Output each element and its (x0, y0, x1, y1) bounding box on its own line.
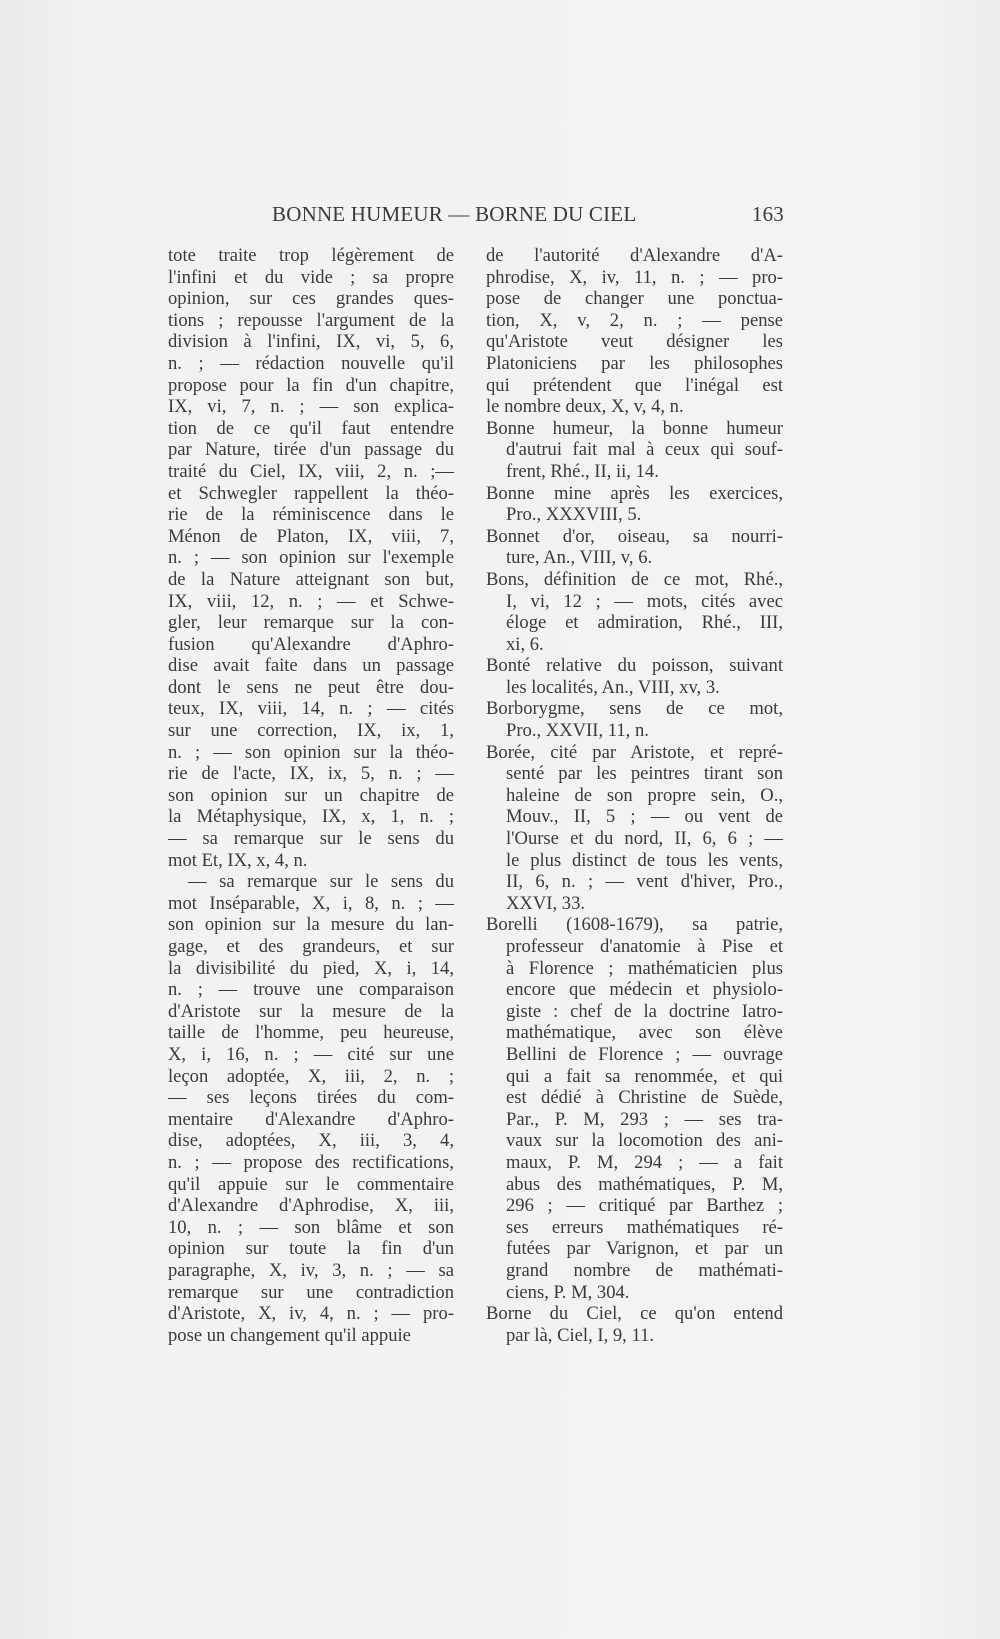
text-line: propose pour la fin d'un chapitre, (168, 374, 454, 396)
text-line: maux, P. M, 294 ; — a fait (506, 1151, 783, 1173)
text-line: qui prétendent que l'inégal est (486, 374, 783, 396)
text-line: tote traite trop légèrement de (168, 245, 454, 266)
running-title: BONNE HUMEUR — BORNE DU CIEL (272, 202, 637, 226)
text-line: dise, adoptées, X, iii, 3, 4, (168, 1130, 454, 1152)
text-line: dise avait faite dans un passage (168, 655, 454, 677)
text-line: ses erreurs mathématiques ré- (506, 1216, 783, 1238)
text-line: fusion qu'Alexandre d'Aphro- (168, 633, 454, 655)
text-line: tion de ce qu'il faut entendre (168, 417, 454, 439)
text-line: encore que médecin et physiolo- (506, 979, 783, 1001)
text-line: traité du Ciel, IX, viii, 2, n. ;— (168, 460, 454, 482)
text-line: par là, Ciel, I, 9, 11. (506, 1324, 655, 1346)
text-line: n. ; — son opinion sur l'exemple (168, 547, 454, 569)
text-line: tions ; repousse l'argument de la (168, 309, 454, 331)
text-line: Pro., XXVII, 11, n. (506, 720, 649, 742)
text-line: Bonnet d'or, oiseau, sa nourri- (486, 525, 783, 547)
text-line: IX, viii, 12, n. ; — et Schwe- (168, 590, 454, 612)
text-line: opinion sur toute la fin d'un (168, 1238, 454, 1260)
right-column (486, 245, 783, 1346)
text-line: pose un changement qu'il appuie (168, 1324, 411, 1346)
text-line: est dédié à Christine de Suède, (506, 1087, 783, 1109)
text-line: d'Alexandre d'Aphrodise, X, iii, (168, 1195, 454, 1217)
text-line: remarque sur une contradiction (168, 1281, 454, 1303)
page-number: 163 (751, 202, 784, 226)
text-line: vaux sur la locomotion des ani- (506, 1130, 783, 1152)
text-line: Ménon de Platon, IX, viii, 7, (168, 525, 454, 547)
text-line: grand nombre de mathémati- (506, 1259, 783, 1281)
text-line: par Nature, tirée d'un passage du (168, 439, 454, 461)
text-line: XXVI, 33. (506, 892, 586, 914)
text-line: de l'autorité d'Alexandre d'A- (486, 245, 783, 266)
text-line: éloge et admiration, Rhé., III, (506, 612, 783, 634)
text-line: teux, IX, viii, 14, n. ; — cités (168, 698, 454, 720)
text-line: rie de l'acte, IX, ix, 5, n. ; — (168, 763, 454, 785)
text-line: — sa remarque sur le sens du (168, 828, 454, 850)
text-line: phrodise, X, iv, 11, n. ; — pro- (486, 266, 783, 288)
text-line: Pro., XXXVIII, 5. (506, 504, 642, 526)
text-line: professeur d'anatomie à Pise et (506, 936, 783, 957)
text-line: n. ; — propose des rectifications, (168, 1151, 454, 1173)
text-line: taille de l'homme, peu heureuse, (168, 1022, 454, 1044)
text-line: n. ; — son opinion sur la théo- (168, 741, 454, 763)
text-line: II, 6, n. ; — vent d'hiver, Pro., (506, 871, 783, 893)
text-line: senté par les peintres tirant son (506, 763, 783, 785)
text-line: Mouv., II, 5 ; — ou vent de (506, 806, 783, 828)
text-line: d'autrui fait mal à ceux qui souf- (506, 439, 783, 461)
text-line: frent, Rhé., II, ii, 14. (506, 460, 659, 482)
text-line: et Schwegler rappellent la théo- (168, 482, 454, 504)
text-line: futées par Varignon, et par un (506, 1238, 783, 1260)
text-line: Bellini de Florence ; — ouvrage (506, 1043, 783, 1065)
text-line: Platoniciens par les philosophes (486, 352, 783, 374)
text-line: leçon adoptée, X, iii, 2, n. ; (168, 1065, 454, 1087)
text-line: qui a fait sa renommée, et qui (506, 1065, 783, 1087)
text-line: la divisibilité du pied, X, i, 14, (168, 957, 454, 979)
text-line: — sa remarque sur le sens du (188, 871, 454, 893)
text-line: Borée, cité par Aristote, et repré- (486, 741, 783, 763)
text-line: 296 ; — critiqué par Barthez ; (506, 1195, 783, 1217)
text-line: rie de la réminiscence dans le (168, 504, 454, 526)
text-line: n. ; — trouve une comparaison (168, 979, 454, 1001)
text-line: Bonne mine après les exercices, (486, 482, 783, 504)
text-line: 10, n. ; — son blâme et son (168, 1216, 454, 1238)
text-line: gage, et des grandeurs, et sur (168, 936, 454, 957)
text-line: division à l'infini, IX, vi, 5, 6, (168, 331, 454, 353)
text-line: giste : chef de la doctrine Iatro- (506, 1000, 783, 1022)
text-line: n. ; — rédaction nouvelle qu'il (168, 352, 454, 374)
text-line: la Métaphysique, IX, x, 1, n. ; (168, 806, 454, 828)
text-line: ciens, P. M, 304. (506, 1281, 630, 1303)
text-line: d'Aristote, X, iv, 4, n. ; — pro- (168, 1303, 454, 1325)
text-line: paragraphe, X, iv, 3, n. ; — sa (168, 1259, 454, 1281)
text-line: opinion, sur ces grandes ques- (168, 288, 454, 310)
text-line: Bonne humeur, la bonne humeur (486, 417, 783, 439)
text-line: son opinion sur la mesure du lan- (168, 914, 454, 936)
text-line: le plus distinct de tous les vents, (506, 849, 783, 871)
text-line: dont le sens ne peut être dou- (168, 676, 454, 698)
text-line: Borne du Ciel, ce qu'on entend (486, 1303, 783, 1325)
text-line: Par., P. M, 293 ; — ses tra- (506, 1108, 783, 1130)
text-line: Borelli (1608-1679), sa patrie, (486, 914, 783, 936)
text-line: Bons, définition de ce mot, Rhé., (486, 568, 783, 590)
text-line: mot Et, IX, x, 4, n. (168, 849, 308, 871)
text-line: Bonté relative du poisson, suivant (486, 655, 783, 677)
text-line: qu'Aristote veut désigner les (486, 331, 783, 353)
text-line: sur une correction, IX, ix, 1, (168, 720, 454, 742)
text-line: IX, vi, 7, n. ; — son explica- (168, 396, 454, 418)
text-line: abus des mathématiques, P. M, (506, 1173, 783, 1195)
text-line: de la Nature atteignant son but, (168, 568, 454, 590)
text-line: qu'il appuie sur le commentaire (168, 1173, 454, 1195)
text-line: son opinion sur un chapitre de (168, 784, 454, 806)
text-line: xi, 6. (506, 633, 544, 655)
left-column (168, 245, 454, 1346)
text-line: l'Ourse et du nord, II, 6, 6 ; — (506, 828, 783, 850)
text-line: pose de changer une ponctua- (486, 288, 783, 310)
text-line: haleine de son propre sein, O., (506, 784, 783, 806)
text-line: ture, An., VIII, v, 6. (506, 547, 653, 569)
text-line: mot Inséparable, X, i, 8, n. ; — (168, 892, 454, 914)
text-line: gler, leur remarque sur la con- (168, 612, 454, 634)
text-line: I, vi, 12 ; — mots, cités avec (506, 590, 783, 612)
text-line: mathématique, avec son élève (506, 1022, 783, 1044)
text-line: X, i, 16, n. ; — cité sur une (168, 1043, 454, 1065)
text-line: les localités, An., VIII, xv, 3. (506, 676, 720, 698)
text-line: tion, X, v, 2, n. ; — pense (486, 309, 783, 331)
text-line: — ses leçons tirées du com- (168, 1087, 454, 1109)
text-line: à Florence ; mathématicien plus (506, 957, 783, 979)
text-line: le nombre deux, X, v, 4, n. (486, 396, 684, 418)
text-line: Borborygme, sens de ce mot, (486, 698, 783, 720)
text-line: d'Aristote sur la mesure de la (168, 1000, 454, 1022)
text-line: l'infini et du vide ; sa propre (168, 266, 454, 288)
text-line: mentaire d'Alexandre d'Aphro- (168, 1108, 454, 1130)
